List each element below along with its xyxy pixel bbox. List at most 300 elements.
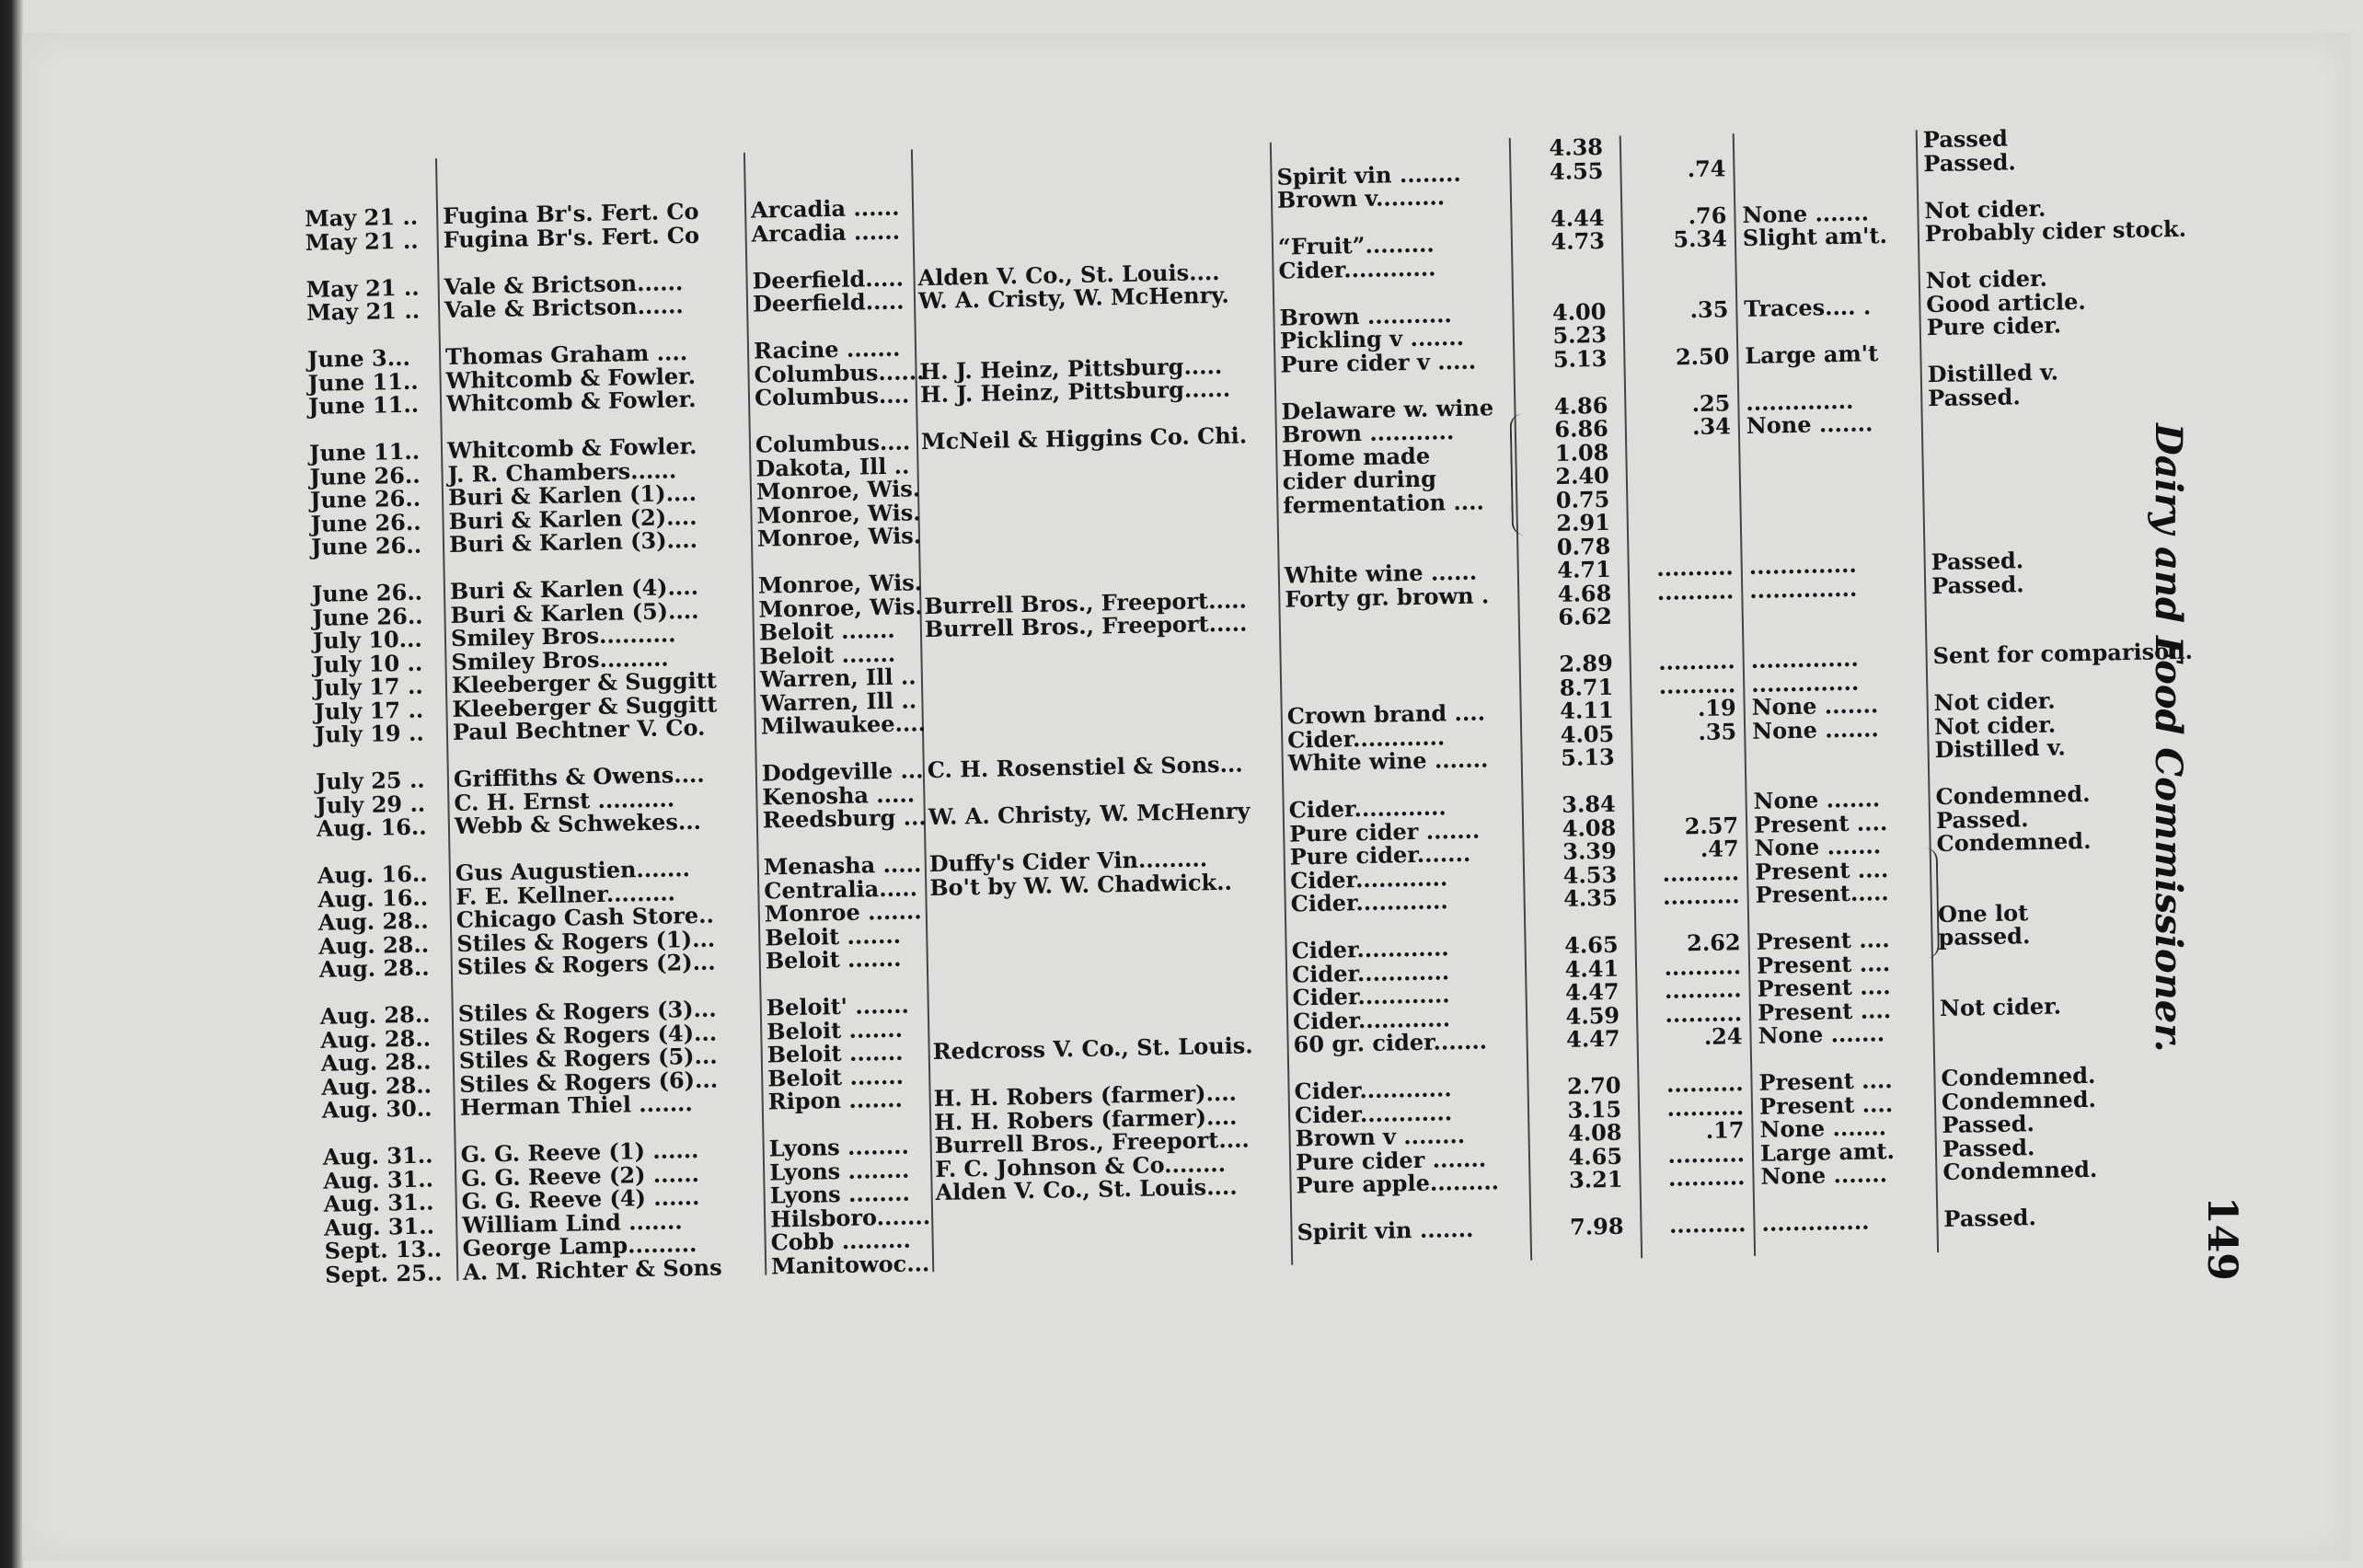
row-dealer: J. R. Chambers...... [447, 455, 677, 488]
row-acid: 4.53 [1562, 860, 1618, 889]
row-acid: 4.68 [1557, 579, 1612, 607]
row-manufacturer: Burrell Bros., Freeport..... [924, 585, 1248, 619]
row-manufacturer: Alden V. Co., St. Louis.... [935, 1172, 1238, 1206]
row-date: Aug. 16.. [317, 883, 429, 913]
row-acid: 3.21 [1568, 1165, 1623, 1193]
row-date: Aug. 28.. [320, 1047, 432, 1077]
row-alcohol: .74 [1687, 154, 1726, 182]
row-alcohol: .35 [1689, 294, 1729, 323]
row-location: Monroe, Wis. [756, 522, 922, 552]
running-head: Dairy and Food Commissioner. [2147, 423, 2190, 1053]
row-kind: Forty gr. brown . [1285, 581, 1490, 613]
row-location: Monroe, Wis. [755, 475, 921, 505]
row-date: June 26.. [311, 578, 423, 607]
row-remarks: Condemned. [1936, 826, 2092, 858]
row-remarks: Not cider. [1933, 710, 2057, 740]
row-kind: “Fruit”......... [1277, 230, 1435, 260]
row-alcohol: .47 [1700, 835, 1739, 862]
row-malic: None ....... [1753, 785, 1881, 814]
row-location: Beloit ....... [759, 640, 896, 670]
row-acid: 4.35 [1562, 883, 1618, 912]
row-kind: Crown brand .... [1286, 698, 1486, 730]
row-alcohol [1641, 509, 1733, 511]
row-kind: Pure cider ....... [1288, 816, 1481, 847]
row-malic: None ....... [1742, 198, 1870, 228]
row-date: Sept. 13.. [324, 1235, 443, 1264]
row-remarks: One lot [1937, 898, 2029, 928]
row-acid: 3.84 [1561, 790, 1616, 818]
row-date: June 11.. [307, 367, 419, 397]
row-acid: 2.70 [1566, 1071, 1621, 1100]
row-acid: 5.13 [1552, 344, 1608, 373]
row-location: Monroe ....... [764, 897, 922, 928]
row-acid [1527, 628, 1612, 630]
row-alcohol: .25 [1691, 388, 1731, 417]
row-location: Arcadia ...... [751, 217, 901, 248]
row-location: Beloit ....... [765, 921, 902, 951]
row-alcohol: 2.62 [1686, 928, 1741, 957]
row-location: Centralia..... [764, 873, 918, 905]
row-dealer: Buri & Karlen (2).... [448, 502, 697, 535]
row-remarks: Pure cider. [1926, 311, 2062, 341]
row-alcohol [1640, 462, 1732, 464]
row-malic: None ....... [1759, 1113, 1887, 1143]
row-alcohol [1645, 790, 1737, 792]
row-date: June 3... [306, 343, 411, 373]
row-location: Beloit ....... [766, 1015, 904, 1045]
row-dealer: Stiles & Rogers (3)... [457, 995, 717, 1027]
row-acid: 4.44 [1550, 203, 1605, 232]
row-remarks: Passed. [1927, 382, 2021, 411]
row-remarks: Passed. [1943, 1204, 2037, 1232]
row-kind: Cider............ [1294, 1098, 1453, 1129]
row-location: Columbus...... [754, 357, 925, 388]
row-location: Milwaukee.... [760, 709, 927, 740]
row-acid: 2.40 [1555, 461, 1610, 490]
row-acid [1521, 277, 1606, 279]
row-alcohol [1651, 1049, 1743, 1051]
row-acid [1539, 1239, 1624, 1240]
row-location: Monroe, Wis. [758, 592, 923, 623]
row-location: Deerfield..... [752, 264, 905, 294]
row-kind: Spirit vin ....... [1297, 1215, 1474, 1246]
row-acid: 4.08 [1567, 1118, 1622, 1147]
row-acid: 4.41 [1564, 954, 1620, 983]
row-date: June 11.. [307, 390, 420, 420]
row-acid [1523, 371, 1608, 373]
row-alcohol: .......... [1658, 670, 1736, 699]
row-dealer: Stiles & Rogers (1)... [456, 925, 716, 957]
row-alcohol: .......... [1666, 1069, 1744, 1098]
row-acid: 1.08 [1554, 438, 1609, 467]
row-dealer: Buri & Karlen (3).... [448, 525, 698, 559]
row-remarks: Passed. [1935, 804, 2029, 834]
row-dealer: Thomas Graham .... [444, 339, 688, 371]
row-manufacturer: H. H. Robers (farmer).... [933, 1102, 1238, 1136]
row-location: Hilsboro....... [769, 1202, 931, 1232]
row-location: Beloit ....... [767, 1038, 904, 1068]
row-location: Racine ....... [753, 334, 901, 364]
row-date: July 17 .. [314, 696, 424, 725]
row-date: Aug. 31.. [323, 1188, 434, 1217]
row-dealer: Vale & Brictson...... [444, 292, 684, 324]
row-date: July 10... [312, 625, 422, 654]
row-acid: 3.15 [1567, 1095, 1622, 1124]
row-alcohol: .76 [1688, 201, 1727, 229]
row-acid: 4.55 [1549, 156, 1604, 185]
row-date: Aug. 31.. [323, 1211, 435, 1241]
row-location: Warren, Ill .. [759, 663, 916, 693]
row-alcohol [1654, 1237, 1746, 1239]
row-date: Aug. 28.. [318, 953, 430, 983]
row-acid [1530, 769, 1615, 771]
row-dealer: G. G. Reeve (1) ...... [460, 1136, 699, 1168]
row-malic: Present .... [1753, 808, 1888, 838]
row-dealer: Buri & Karlen (1).... [447, 478, 697, 512]
row-dealer: Stiles & Rogers (6)... [459, 1066, 719, 1098]
row-malic: .............. [1746, 386, 1854, 416]
row-manufacturer: McNeil & Higgins Co. Chi. [920, 421, 1248, 455]
row-date: July 25 .. [315, 766, 425, 795]
row-acid [1536, 1051, 1620, 1053]
row-dealer: Buri & Karlen (5).... [450, 596, 699, 628]
row-alcohol: .......... [1665, 998, 1743, 1028]
row-acid: 5.13 [1560, 743, 1615, 771]
row-kind: Cider............ [1291, 934, 1449, 964]
row-location: Manitowoc... [770, 1249, 930, 1279]
page-number: 149 [2198, 1196, 2245, 1281]
row-alcohol [1643, 603, 1735, 605]
row-date: May 21 .. [305, 226, 419, 256]
row-malic: None ....... [1746, 409, 1873, 439]
row-acid: 4.38 [1549, 133, 1604, 162]
row-remarks: Not cider. [1933, 686, 2056, 717]
row-date: Sept. 25.. [324, 1258, 443, 1288]
row-alcohol: .......... [1662, 882, 1740, 910]
row-date: July 10 .. [313, 649, 423, 678]
row-remarks: Passed. [1942, 1133, 2035, 1162]
row-kind: Cider............ [1278, 253, 1436, 284]
row-malic: None ....... [1760, 1160, 1888, 1190]
row-dealer: Herman Thiel ....... [459, 1090, 694, 1121]
row-alcohol [1645, 767, 1737, 769]
row-kind: Spirit vin ........ [1276, 159, 1461, 190]
row-dealer: Smiley Bros......... [451, 643, 669, 675]
row-alcohol: .......... [1656, 576, 1735, 605]
row-location: Cobb ......... [770, 1226, 912, 1256]
row-acid: 4.65 [1568, 1142, 1623, 1170]
row-location: Lyons ........ [769, 1179, 911, 1209]
row-acid: 4.00 [1551, 297, 1607, 326]
row-acid: 6.86 [1554, 414, 1609, 443]
row-location: Beloit' ....... [766, 991, 910, 1021]
row-kind: Brown v......... [1276, 183, 1446, 213]
row-remarks: Condemned. [1935, 779, 2091, 811]
row-dealer: Buri & Karlen (4).... [449, 572, 699, 605]
row-malic: Large am't [1745, 339, 1879, 369]
row-dealer: F. E. Kellner......... [455, 878, 676, 910]
row-alcohol: 2.57 [1684, 811, 1739, 839]
row-date: June 26.. [309, 461, 421, 490]
row-acid [1533, 910, 1618, 912]
row-kind: Pickling v ....... [1279, 323, 1465, 354]
row-date: Aug. 28.. [321, 1071, 432, 1101]
row-date: June 26.. [310, 508, 421, 537]
row-remarks: passed. [1938, 922, 2031, 951]
row-kind: White wine ....... [1287, 745, 1489, 777]
row-kind: cider during [1282, 465, 1437, 495]
row-dealer: Stiles & Rogers (2)... [456, 948, 716, 980]
row-remarks: Condemned. [1941, 1061, 2096, 1092]
row-date: May 21 .. [305, 296, 421, 326]
row-acid: 4.47 [1565, 1024, 1620, 1053]
row-manufacturer: W. A. Christy, W. McHenry [928, 797, 1251, 831]
row-acid [1519, 183, 1604, 185]
row-dealer: Whitcomb & Fowler. [446, 432, 697, 465]
row-alcohol [1654, 1190, 1746, 1192]
row-remarks: Distilled v. [1934, 733, 2067, 764]
row-remarks: Distilled v. [1927, 358, 2059, 388]
row-location: Menasha ..... [763, 850, 922, 881]
row-alcohol: .35 [1698, 717, 1737, 745]
row-remarks: Condemned. [1941, 1085, 2097, 1115]
row-acid: 4.05 [1560, 720, 1615, 748]
row-malic: None ....... [1751, 714, 1879, 744]
row-dealer: A. M. Richter & Sons [462, 1252, 722, 1286]
row-date: Aug. 28.. [319, 1000, 431, 1030]
row-kind: Pure apple......... [1296, 1168, 1500, 1199]
row-manufacturer: Duffy's Cider Vin......... [928, 845, 1208, 878]
row-acid: 0.78 [1556, 532, 1611, 560]
row-alcohol: .......... [1666, 1092, 1745, 1122]
row-kind: Brown v ........ [1295, 1121, 1466, 1152]
row-manufacturer: H. J. Heinz, Pittsburg...... [919, 375, 1231, 409]
row-acid [1520, 253, 1605, 255]
row-alcohol [1644, 744, 1736, 745]
row-date: May 21 .. [304, 202, 419, 232]
row-dealer: Kleeberger & Suggitt [451, 666, 718, 699]
row-dealer: Vale & Brictson...... [444, 268, 684, 300]
row-alcohol: .......... [1667, 1163, 1746, 1192]
row-location: Lyons ........ [768, 1156, 910, 1185]
row-acid: 4.47 [1564, 977, 1620, 1006]
row-acid [1539, 1192, 1623, 1193]
row-alcohol [1640, 486, 1732, 488]
row-dealer: Kleeberger & Suggitt [452, 689, 718, 722]
row-acid: 4.71 [1557, 555, 1612, 583]
row-alcohol: .......... [1664, 975, 1742, 1004]
row-date: May 21 .. [305, 273, 420, 303]
row-malic: .............. [1750, 668, 1860, 698]
row-dealer: Fugina Br's. Fert. Co [443, 221, 700, 253]
row-alcohol: 5.34 [1673, 225, 1728, 253]
row-remarks: Passed [1922, 124, 2009, 154]
row-malic: .............. [1750, 644, 1859, 674]
row-location: Lyons ........ [768, 1132, 910, 1162]
row-date: Aug. 28.. [320, 1024, 432, 1054]
row-dealer: G. G. Reeve (2) ...... [460, 1159, 700, 1192]
row-dealer: G. G. Reeve (4) ...... [461, 1182, 700, 1215]
row-acid: 4.73 [1550, 226, 1606, 255]
row-alcohol [1635, 251, 1727, 253]
row-acid: 4.08 [1562, 813, 1617, 842]
row-kind: Brown ........... [1281, 418, 1455, 448]
row-dealer: Stiles & Rogers (4)... [458, 1019, 718, 1051]
row-malic: Present .... [1756, 949, 1891, 979]
row-location: Monroe, Wis. [757, 569, 923, 599]
row-kind: Cider............ [1289, 863, 1448, 894]
row-malic: .............. [1748, 574, 1858, 604]
row-location: Columbus.... [754, 381, 910, 411]
row-manufacturer: H. H. Robers (farmer).... [933, 1078, 1238, 1113]
row-alcohol: .......... [1668, 1210, 1746, 1239]
row-remarks: Not cider. [1924, 194, 2046, 224]
row-date: July 17 .. [313, 672, 423, 701]
row-kind: Cider............ [1288, 793, 1447, 824]
row-malic: None ....... [1754, 832, 1882, 861]
row-dealer: Stiles & Rogers (5)... [458, 1042, 718, 1074]
row-malic: .............. [1748, 550, 1857, 580]
row-date: June 26.. [309, 484, 421, 513]
row-date: Aug. 16.. [316, 813, 427, 842]
row-kind: White wine ...... [1284, 558, 1478, 589]
row-alcohol: .......... [1667, 1139, 1746, 1169]
row-alcohol [1643, 627, 1735, 628]
row-malic: Present .... [1756, 926, 1890, 955]
row-alcohol: .......... [1657, 647, 1735, 675]
row-location: Kenosha ..... [762, 779, 916, 811]
row-kind: 60 gr. cider....... [1293, 1027, 1488, 1058]
row-date: Aug. 30.. [321, 1094, 432, 1124]
row-kind: Cider............ [1290, 887, 1448, 917]
row-alcohol: .......... [1664, 951, 1742, 981]
row-dealer: Webb & Schwekes... [454, 807, 702, 839]
row-malic: None ....... [1758, 1020, 1885, 1049]
row-manufacturer: H. J. Heinz, Pittsburg..... [919, 352, 1223, 385]
row-dealer: Whitcomb & Fowler. [445, 362, 697, 394]
row-acid: 4.65 [1563, 930, 1619, 959]
row-manufacturer: Burrell Bros., Freeport..... [924, 609, 1248, 643]
row-kind: Cider............ [1292, 981, 1450, 1011]
row-malic: Slight am't. [1742, 221, 1888, 251]
row-location: Dodgeville ... [761, 756, 924, 787]
row-location: Deerfield..... [752, 287, 905, 317]
row-acid: 2.89 [1559, 649, 1614, 677]
row-date: June 26.. [312, 602, 423, 631]
row-malic: .............. [1761, 1207, 1870, 1237]
row-acid: 4.59 [1565, 1001, 1620, 1030]
row-dealer: George Lamp......... [462, 1230, 697, 1262]
row-acid: 6.62 [1558, 602, 1613, 630]
row-alcohol: .......... [1655, 553, 1735, 582]
row-kind: Home made [1282, 442, 1431, 472]
row-alcohol: .17 [1705, 1116, 1745, 1144]
row-date: Aug. 28.. [317, 906, 429, 936]
row-location: Ripon ....... [767, 1085, 904, 1115]
row-malic: Present..... [1755, 879, 1889, 908]
row-manufacturer: Bo't by W. W. Chadwick.. [928, 868, 1233, 901]
row-remarks: Probably cider stock. [1924, 214, 2187, 248]
row-manufacturer: Burrell Bros., Freeport.... [934, 1125, 1251, 1159]
row-location: Beloit ....... [765, 944, 902, 974]
row-kind: Cider............ [1286, 722, 1446, 754]
row-location: Monroe, Wis. [756, 498, 921, 529]
row-manufacturer: F. C. Johnson & Co........ [934, 1149, 1227, 1182]
row-remarks: Passed. [1931, 570, 2024, 599]
row-malic: None ....... [1751, 691, 1879, 721]
row-acid: 0.75 [1555, 485, 1610, 513]
row-dealer: C. H. Ernst .......... [454, 784, 675, 816]
row-location: Reedsburg ... [762, 803, 927, 834]
row-dealer: Smiley Bros.......... [450, 620, 676, 652]
row-kind: Cider............ [1291, 957, 1450, 988]
row-location: Arcadia ...... [750, 193, 900, 224]
row-alcohol [1636, 274, 1728, 276]
row-malic: Large amt. [1759, 1136, 1896, 1167]
row-dealer: Griffiths & Owens.... [453, 760, 705, 792]
row-location: Warren, Ill .. [760, 686, 917, 717]
row-dealer: Fugina Br's. Fert. Co [442, 197, 699, 230]
row-date: Aug. 16.. [317, 859, 428, 889]
row-acid: 4.86 [1553, 391, 1608, 420]
row-kind: Cider............ [1294, 1075, 1452, 1105]
row-manufacturer: Redcross V. Co., St. Louis. [932, 1032, 1253, 1066]
row-alcohol [1648, 908, 1740, 910]
row-dealer: Paul Bechtner V. Co. [452, 713, 706, 746]
row-date: Aug. 28.. [318, 930, 430, 960]
row-alcohol: .19 [1697, 694, 1736, 722]
row-alcohol: .......... [1662, 858, 1740, 887]
row-alcohol [1634, 180, 1726, 182]
row-alcohol: .24 [1703, 1022, 1743, 1050]
row-location: Dakota, Ill .. [755, 451, 910, 482]
row-date: July 29 .. [316, 790, 426, 819]
row-location: Beloit ....... [767, 1062, 905, 1092]
row-alcohol [1638, 368, 1730, 370]
row-acid: 2.91 [1556, 508, 1611, 536]
row-acid: 7.98 [1569, 1212, 1624, 1240]
row-malic: Present .... [1758, 1090, 1894, 1120]
row-alcohol [1641, 533, 1733, 535]
row-kind: Brown ........... [1279, 300, 1453, 331]
row-kind: Cider............ [1292, 1004, 1451, 1035]
row-dealer: Whitcomb & Fowler. [445, 385, 697, 418]
row-malic: Present .... [1754, 855, 1889, 885]
row-malic: Traces.... . [1744, 292, 1872, 322]
row-kind: Pure cider ....... [1295, 1145, 1487, 1176]
row-date: July 19 .. [314, 719, 424, 748]
row-acid: 5.23 [1552, 320, 1608, 349]
row-acid: 3.39 [1562, 836, 1617, 865]
row-dealer: Chicago Cash Store.. [455, 901, 715, 933]
row-dealer: Gus Augustien....... [455, 855, 691, 886]
cider-vinegar-table [304, 125, 2212, 1339]
row-remarks: Passed. [1942, 1110, 2035, 1139]
row-manufacturer: C. H. Rosenstiel & Sons... [927, 750, 1243, 784]
row-dealer: William Lind ....... [461, 1206, 683, 1239]
row-manufacturer: Alden V. Co., St. Louis.... [917, 258, 1220, 291]
row-alcohol [1639, 439, 1731, 441]
row-remarks: Passed. [1931, 547, 2024, 576]
row-location: Beloit ....... [758, 616, 895, 646]
row-malic: Present .... [1758, 1066, 1893, 1096]
row-alcohol: .34 [1691, 412, 1732, 441]
row-remarks: Good article. [1926, 287, 2086, 317]
row-date: June 11.. [308, 437, 421, 467]
row-acid: 8.71 [1559, 673, 1614, 701]
row-kind: Pure cider....... [1289, 839, 1471, 870]
row-date: Aug. 31.. [322, 1141, 433, 1170]
